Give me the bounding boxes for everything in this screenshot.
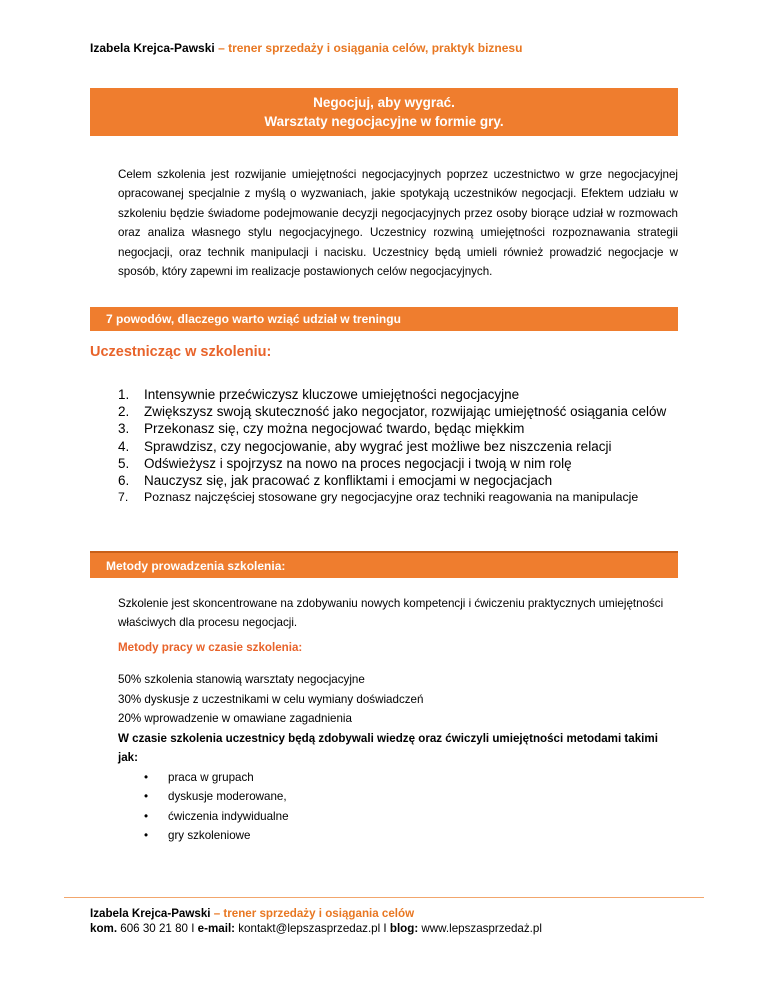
title-banner xyxy=(90,88,678,136)
header-name: Izabela Krejca-Pawski xyxy=(90,41,215,55)
list-item: 3. Przekonasz się, czy można negocjować twardo, będąc miękkim xyxy=(118,421,525,437)
list-item: • dyskusje moderowane, xyxy=(118,787,678,807)
bullet-icon: • xyxy=(144,770,149,784)
stat-line: 50% szkolenia stanowią warsztaty negocjacyjne xyxy=(118,673,365,686)
list-item: • praca w grupach xyxy=(118,768,678,788)
footer-contact xyxy=(90,921,542,936)
reasons-bar: 7 powodów, dlaczego warto wziąć udział w treningu xyxy=(90,307,678,331)
header-tagline: – trener sprzedaży i osiągania celów, praktyk biznesu xyxy=(214,41,523,55)
footer-divider xyxy=(64,897,704,898)
list-item: 6. Nauczysz się, jak pracować z konfliktami i emocjami w negocjacjach xyxy=(118,473,553,489)
email-value: kontakt@lepszasprzedaz.pl I xyxy=(235,922,390,935)
list-item: 7. Poznasz najczęściej stosowane gry negocjacyjne oraz techniki reagowania na manipulacje xyxy=(118,490,639,505)
phone-value: 606 30 21 80 I xyxy=(117,922,198,935)
methods-paragraph: Szkolenie jest skoncentrowane na zdobywaniu nowych kompetencji i ćwiczeniu praktycznych umiejętności właściwych dla procesu negocjacji. xyxy=(118,597,664,629)
footer-tagline: – trener sprzedaży i osiągania celów xyxy=(210,907,415,920)
benefits-list xyxy=(118,386,678,506)
page-footer xyxy=(90,906,542,936)
page-header xyxy=(90,41,522,55)
bullet-icon: • xyxy=(144,829,149,842)
techniques-list xyxy=(118,768,678,846)
bullet-icon: • xyxy=(144,809,149,823)
list-item: • ćwiczenia indywidualne xyxy=(118,807,678,827)
title-line-1: Negocjuj, aby wygrać. xyxy=(313,95,455,110)
intro-paragraph: Celem szkolenia jest rozwijanie umiejętności negocjacyjnych poprzez uczestnictwo w grze negocjacyjnej opracowanej specjalnie z myślą o wyzwaniach, jakie spotykają uczestników negocjacji. Efektem udziału w szkoleniu będzie świadome podejmowanie decyzji negocjacyjnych przez osoby biorące udział w rozmowach oraz analiza własnego stylu negocjacyjnego. Uczestnicy rozwiną umiejętności rozpoznawania strategii negocjacji, oraz technik manipulacji i nacisku. Uczestnicy będą umieli również prowadzić negocjacje w sposób, który zapewni im realizacje postawionych celów negocjacyjnych. xyxy=(118,168,678,279)
list-item: 1. Intensywnie przećwiczysz kluczowe umiejętności negocjacyjne xyxy=(118,387,520,402)
work-methods-block xyxy=(118,670,678,846)
bullet-icon: • xyxy=(144,790,149,803)
email-label: e-mail: xyxy=(197,922,236,935)
stat-line: 30% dyskusje z uczestnikami w celu wymiany doświadczeń xyxy=(118,692,424,706)
list-item: 2. Zwiększysz swoją skuteczność jako negocjator, rozwijając umiejętność osiągania celów xyxy=(118,404,667,420)
work-methods-heading: Metody pracy w czasie szkolenia: xyxy=(118,641,303,654)
footer-title xyxy=(90,906,542,921)
list-item: 4. Sprawdzisz, czy negocjowanie, aby wygrać jest możliwe bez niszczenia relacji xyxy=(118,438,612,454)
list-item: 5. Odświeżysz i spojrzysz na nowo na proces negocjacji i twoją w nim rolę xyxy=(118,455,572,471)
methods-bar: Metody prowadzenia szkolenia: xyxy=(90,551,678,578)
blog-value: www.lepszasprzedaż.pl xyxy=(418,922,542,935)
list-item: • gry szkoleniowe xyxy=(118,826,678,846)
stat-line: 20% wprowadzenie w omawiane zagadnienia xyxy=(118,712,352,725)
benefits-heading: Uczestnicząc w szkoleniu: xyxy=(90,344,272,360)
phone-label: kom. xyxy=(90,922,118,935)
skills-intro: W czasie szkolenia uczestnicy będą zdobywali wiedzę oraz ćwiczyli umiejętności metodami takimi jak: xyxy=(118,731,658,764)
title-line-2: Warsztaty negocjacyjne w formie gry. xyxy=(264,114,504,129)
blog-label: blog: xyxy=(389,922,419,935)
footer-name: Izabela Krejca-Pawski xyxy=(90,907,211,920)
